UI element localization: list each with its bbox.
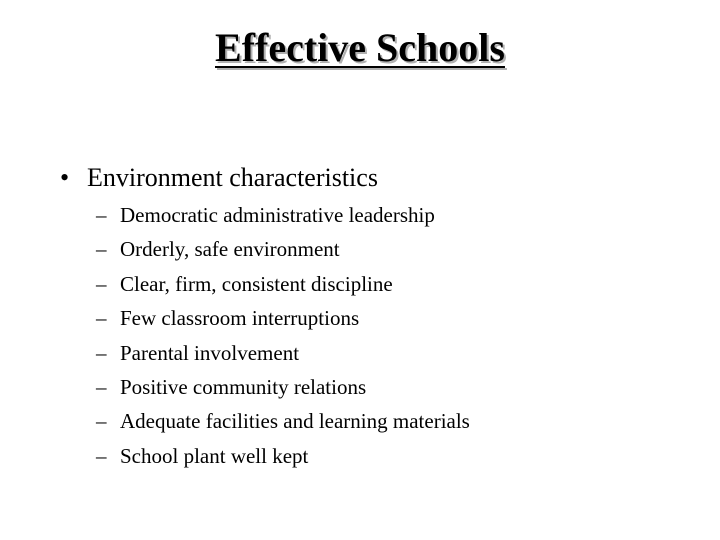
dash-marker: – — [96, 375, 107, 400]
list-item-text: Orderly, safe environment — [120, 237, 340, 262]
slide-title — [0, 22, 720, 74]
dash-marker: – — [96, 271, 107, 296]
list-item — [96, 198, 470, 232]
slide-title-text: Effective Schools — [215, 25, 505, 70]
main-bullet-text: Environment characteristics — [87, 163, 378, 192]
list-item — [96, 232, 470, 266]
list-item — [96, 370, 470, 404]
list-item — [96, 301, 470, 335]
list-item-text: Adequate facilities and learning materials — [120, 409, 470, 434]
dash-marker: – — [96, 306, 107, 331]
dash-marker: – — [96, 237, 107, 262]
list-item — [96, 404, 470, 438]
bullet-marker: • — [60, 163, 70, 192]
dash-marker: – — [96, 443, 107, 468]
list-item-text: Positive community relations — [120, 375, 367, 400]
list-item — [96, 336, 470, 370]
list-item-text: School plant well kept — [120, 443, 309, 468]
dash-marker: – — [96, 340, 107, 365]
sub-bullet-list — [96, 198, 470, 473]
dash-marker: – — [96, 203, 107, 227]
list-item — [96, 267, 470, 301]
list-item-text: Clear, firm, consistent discipline — [120, 271, 393, 296]
list-item-text: Democratic administrative leadership — [120, 203, 435, 227]
list-item-text: Few classroom interruptions — [120, 306, 360, 331]
dash-marker: – — [96, 409, 107, 434]
main-bullet — [60, 160, 378, 196]
list-item-text: Parental involvement — [120, 340, 300, 365]
list-item — [96, 439, 470, 473]
